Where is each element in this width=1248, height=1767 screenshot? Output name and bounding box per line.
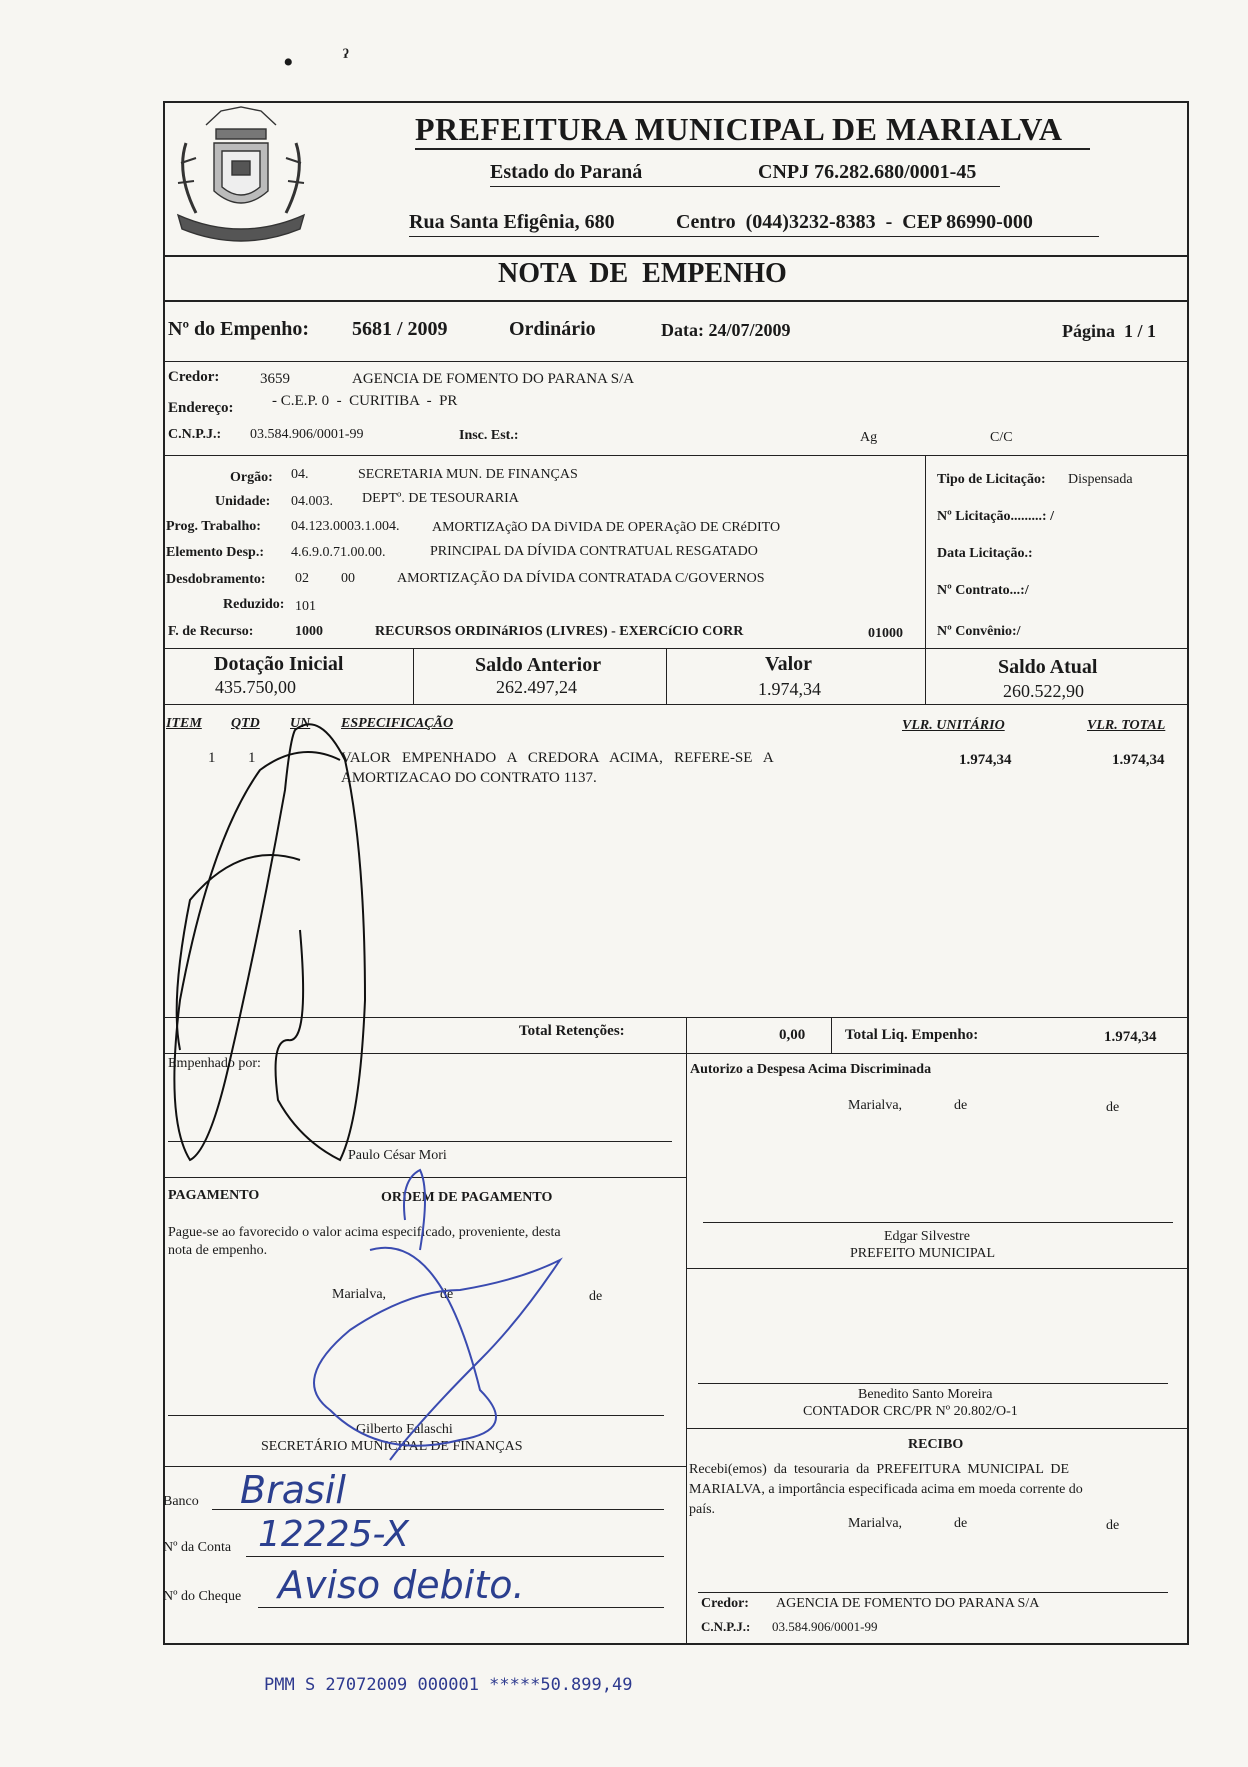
unidade-name: DEPTº. DE TESOURARIA xyxy=(362,491,519,506)
recurso-code2: 01000 xyxy=(868,626,903,641)
empenho-date: Data: 24/07/2009 xyxy=(661,320,791,340)
recibo-place: Marialva, xyxy=(848,1516,903,1531)
empenho-type: Ordinário xyxy=(509,318,596,340)
document-title: NOTA DE EMPENHO xyxy=(498,258,787,289)
item-vlr-unitario: 1.974,34 xyxy=(959,752,1012,768)
col-vlr-unitario: VLR. UNITÁRIO xyxy=(902,718,1005,733)
recurso-label: F. de Recurso: xyxy=(168,624,254,639)
desdobramento-name: AMORTIZAÇÃO DA DÍVIDA CONTRATADA C/GOVERNOS xyxy=(397,571,765,586)
endereco-label: Endereço: xyxy=(168,400,234,416)
signature-gilberto xyxy=(260,1160,620,1480)
conta-label: Nº da Conta xyxy=(163,1540,232,1555)
reduzido-value: 101 xyxy=(295,599,316,614)
cheque-handwritten: Aviso debito. xyxy=(278,1563,525,1607)
empenho-number: 5681 / 2009 xyxy=(352,318,448,340)
district-contact: Centro (044)3232-8383 - CEP 86990-000 xyxy=(676,211,1033,233)
pagamento-place: Marialva, xyxy=(332,1287,387,1302)
num-licitacao-label: Nº Licitação.........: / xyxy=(937,509,1054,524)
prog-trabalho-name: AMORTIZAçãO DA DiVIDA DE OPERAçãO DE CRéDITO xyxy=(432,520,781,535)
col-item: ITEM xyxy=(166,716,202,731)
tipo-licitacao-label: Tipo de Licitação: xyxy=(937,472,1046,487)
pagamento-de1: de xyxy=(440,1287,454,1302)
empenhado-por-name: Paulo César Mori xyxy=(348,1148,447,1163)
elemento-name: PRINCIPAL DA DÍVIDA CONTRATUAL RESGATADO xyxy=(430,544,758,559)
cheque-label: Nº do Cheque xyxy=(163,1589,242,1604)
col-qtd: QTD xyxy=(231,716,260,731)
saldo-anterior-value: 262.497,24 xyxy=(496,677,577,697)
page-number: Página 1 / 1 xyxy=(1062,321,1157,341)
recibo-cnpj-value: 03.584.906/0001-99 xyxy=(772,1619,878,1634)
total-liquido-value: 1.974,34 xyxy=(1104,1029,1157,1045)
autorizo-place: Marialva, xyxy=(848,1098,903,1113)
cnpj-value: 03.584.906/0001-99 xyxy=(250,427,364,442)
elemento-code: 4.6.9.0.71.00.00. xyxy=(291,545,386,560)
municipality-title: PREFEITURA MUNICIPAL DE MARIALVA xyxy=(415,111,1063,147)
empenhado-por-label: Empenhado por: xyxy=(168,1056,261,1071)
valor-value: 1.974,34 xyxy=(758,679,821,699)
num-contrato-label: Nº Contrato...:/ xyxy=(937,583,1029,598)
insc-est-label: Insc. Est.: xyxy=(459,428,519,443)
recibo-line1: Recebi(emos) da tesouraria da PREFEITURA MUNICIPAL DE xyxy=(689,1462,1070,1477)
recibo-line2: MARIALVA, a importância especificada acima em moeda corrente do xyxy=(689,1482,1083,1497)
contador-name: Benedito Santo Moreira xyxy=(858,1387,993,1402)
dotacao-label: Dotação Inicial xyxy=(214,653,344,675)
stray-mark: • xyxy=(283,46,294,79)
item-number: 1 xyxy=(208,750,216,766)
unidade-code: 04.003. xyxy=(291,494,333,509)
prefeito-name: Edgar Silvestre xyxy=(884,1229,970,1244)
desdobramento-code2: 00 xyxy=(341,571,355,586)
item-qty: 1 xyxy=(248,750,256,766)
autorizo-title: Autorizo a Despesa Acima Discriminada xyxy=(690,1062,932,1077)
total-retencoes-value: 0,00 xyxy=(779,1027,806,1043)
recibo-title: RECIBO xyxy=(908,1437,964,1452)
credor-label: Credor: xyxy=(168,369,220,385)
recurso-code: 1000 xyxy=(295,624,323,639)
saldo-atual-value: 260.522,90 xyxy=(1003,681,1084,701)
recibo-credor-label: Credor: xyxy=(701,1596,749,1611)
col-especificacao: ESPECIFICAÇÃO xyxy=(341,716,454,731)
ag-label: Ag xyxy=(860,430,878,445)
address-label: Rua Santa Efigênia, 680 xyxy=(409,211,615,233)
num-convenio-label: Nº Convênio:/ xyxy=(937,624,1021,639)
stray-mark: ˀ xyxy=(343,44,349,69)
reduzido-label: Reduzido: xyxy=(223,597,285,612)
desdobramento-label: Desdobramento: xyxy=(166,572,266,587)
credor-code: 3659 xyxy=(260,371,290,387)
desdobramento-code1: 02 xyxy=(295,571,309,586)
contador-role: CONTADOR CRC/PR Nº 20.802/O-1 xyxy=(803,1404,1018,1419)
total-retencoes-label: Total Retenções: xyxy=(519,1023,625,1039)
recibo-line3: país. xyxy=(689,1502,716,1517)
credor-name: AGENCIA DE FOMENTO DO PARANA S/A xyxy=(352,371,635,387)
prog-trabalho-label: Prog. Trabalho: xyxy=(166,519,261,534)
item-spec-line2: AMORTIZACAO DO CONTRATO 1137. xyxy=(341,770,597,786)
orgao-name: SECRETARIA MUN. DE FINANÇAS xyxy=(358,467,578,482)
saldo-atual-label: Saldo Atual xyxy=(998,656,1098,678)
cnpj-label: C.N.P.J.: xyxy=(168,427,222,442)
prog-trabalho-code: 04.123.0003.1.004. xyxy=(291,519,400,534)
elemento-label: Elemento Desp.: xyxy=(166,545,264,560)
col-un: UN xyxy=(290,716,311,731)
recibo-cnpj-label: C.N.P.J.: xyxy=(701,1619,751,1634)
banco-label: Banco xyxy=(163,1494,199,1509)
dotacao-value: 435.750,00 xyxy=(215,677,296,697)
coat-of-arms-emblem xyxy=(166,103,316,255)
orgao-code: 04. xyxy=(291,467,309,482)
recibo-de1: de xyxy=(954,1516,968,1531)
item-vlr-total: 1.974,34 xyxy=(1112,752,1165,768)
item-spec-line1: VALOR EMPENHADO A CREDORA ACIMA, REFERE-SE A xyxy=(341,750,774,766)
state-label: Estado do Paraná xyxy=(490,161,643,183)
pagamento-text-line1: Pague-se ao favorecido o valor acima especificado, proveniente, desta xyxy=(168,1225,561,1240)
endereco-value: - C.E.P. 0 - CURITIBA - PR xyxy=(272,393,458,409)
tipo-licitacao-value: Dispensada xyxy=(1068,472,1133,487)
valor-label: Valor xyxy=(765,653,813,675)
total-liquido-label: Total Liq. Empenho: xyxy=(845,1027,979,1043)
autorizo-de2: de xyxy=(1106,1100,1120,1115)
empenho-number-label: Nº do Empenho: xyxy=(168,318,310,340)
pagamento-text-line2: nota de empenho. xyxy=(168,1243,268,1258)
autorizo-de1: de xyxy=(954,1098,968,1113)
recurso-name: RECURSOS ORDINáRIOS (LIVRES) - EXERCíCIO CORR xyxy=(375,624,744,639)
secretario-name: Gilberto Falaschi xyxy=(356,1422,453,1437)
signature-paulo xyxy=(150,700,390,1180)
orgao-label: Orgão: xyxy=(230,470,273,485)
saldo-anterior-label: Saldo Anterior xyxy=(475,654,602,676)
data-licitacao-label: Data Licitação.: xyxy=(937,546,1033,561)
pagamento-de2: de xyxy=(589,1289,603,1304)
ordem-pagamento-title: ORDEM DE PAGAMENTO xyxy=(381,1190,553,1205)
recibo-credor-name: AGENCIA DE FOMENTO DO PARANA S/A xyxy=(776,1596,1040,1611)
unidade-label: Unidade: xyxy=(215,494,271,509)
secretario-role: SECRETÁRIO MUNICIPAL DE FINANÇAS xyxy=(261,1439,523,1454)
cc-label: C/C xyxy=(990,430,1013,445)
cnpj-header: CNPJ 76.282.680/0001-45 xyxy=(758,161,977,183)
col-vlr-total: VLR. TOTAL xyxy=(1087,718,1166,733)
pagamento-label: PAGAMENTO xyxy=(168,1188,260,1203)
prefeito-role: PREFEITO MUNICIPAL xyxy=(850,1246,996,1261)
banco-handwritten: Brasil xyxy=(240,1468,346,1512)
conta-handwritten: 12225-X xyxy=(258,1514,409,1555)
print-stamp: PMM S 27072009 000001 *****50.899,49 xyxy=(264,1675,633,1695)
recibo-de2: de xyxy=(1106,1518,1120,1533)
